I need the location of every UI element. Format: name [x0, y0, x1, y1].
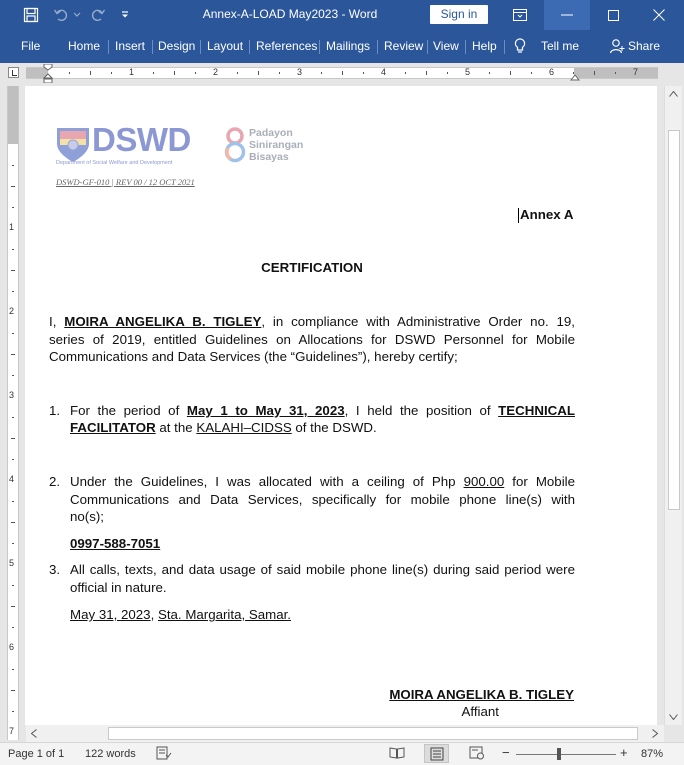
intro-line-2: series of 2019, entitled Guidelines on Allocations for DSWD Personnel for Mobile: [49, 332, 575, 347]
dswd-subtitle: Department of Social Welfare and Development: [56, 160, 173, 166]
document-page[interactable]: [25, 86, 657, 725]
close-button[interactable]: [636, 0, 682, 30]
ruler-tick: [615, 72, 616, 74]
ruler-tick: [594, 71, 595, 75]
ruler-tick: [11, 522, 15, 523]
ruler-tick: [510, 71, 511, 75]
ruler-number: 7: [9, 726, 15, 736]
list-number: 1.: [49, 403, 61, 418]
undo-dropdown-icon[interactable]: [72, 0, 82, 30]
list-number: 3.: [49, 562, 61, 577]
horizontal-scroll-thumb[interactable]: [108, 727, 638, 740]
signing-date: May 31, 2023: [70, 607, 151, 622]
ruler-tick: [237, 72, 238, 74]
ruler-tick: [153, 72, 154, 74]
ruler-tick: [321, 72, 322, 74]
ruler-tick: [12, 711, 14, 712]
ruler-tick: [12, 459, 14, 460]
zoom-slider-thumb[interactable]: [557, 748, 561, 760]
undo-icon[interactable]: [50, 0, 72, 30]
share-button[interactable]: Share: [628, 39, 661, 53]
text-cursor: [518, 208, 519, 223]
web-layout-icon[interactable]: [469, 746, 485, 763]
ruler-tick: [11, 270, 15, 271]
office-name: KALAHI–CIDSS: [196, 420, 292, 435]
ruler-tick: [363, 72, 364, 74]
zoom-level[interactable]: 87%: [641, 748, 664, 760]
tab-separator: [249, 40, 250, 54]
item1-line-2: FACILITATOR at the KALAHI–CIDSS of the DSWD.: [70, 420, 377, 435]
ruler-number: 2: [9, 306, 15, 316]
page-count[interactable]: Page 1 of 1: [8, 748, 65, 760]
save-icon[interactable]: [20, 0, 42, 30]
tab-separator: [152, 40, 153, 54]
tab-separator: [377, 40, 378, 54]
sign-in-button[interactable]: Sign in: [430, 5, 488, 24]
ruler-tick: [12, 417, 14, 418]
padayon-line-3: Bisayas: [249, 151, 289, 163]
padayon-logo: [222, 126, 312, 166]
ruler-tick: [258, 71, 259, 75]
intro-line-3: Communications and Data Services (the “Guidelines”), hereby certify;: [49, 349, 458, 364]
ruler-number: 1: [9, 222, 15, 232]
ruler-tick: [174, 71, 175, 75]
ruler-number: 7: [633, 67, 639, 77]
zoom-in-button[interactable]: +: [620, 745, 628, 760]
vertical-scrollbar[interactable]: [664, 86, 682, 725]
ruler-tick: [11, 438, 15, 439]
ruler-tick: [69, 72, 70, 74]
read-mode-icon[interactable]: [389, 746, 405, 763]
ruler-number: 4: [381, 67, 387, 77]
ruler-tick: [11, 606, 15, 607]
right-indent-marker[interactable]: [570, 70, 580, 84]
tab-separator: [504, 40, 505, 54]
dswd-logo: [55, 121, 200, 168]
ruler-number: 2: [213, 67, 219, 77]
maximize-button[interactable]: [590, 0, 636, 30]
ruler-tick: [12, 501, 14, 502]
tab-separator: [427, 40, 428, 54]
ruler-tick: [405, 72, 406, 74]
ruler-tick: [12, 165, 14, 166]
ruler-tick: [11, 690, 15, 691]
proofing-icon[interactable]: [156, 746, 172, 763]
padayon-line-2: Sinirangan: [249, 139, 304, 151]
horizontal-scrollbar[interactable]: [26, 725, 664, 742]
ruler-tick: [279, 72, 280, 74]
minimize-button[interactable]: [544, 0, 590, 30]
item1-line-1: For the period of May 1 to May 31, 2023, I held the position of TECHNICAL: [70, 403, 575, 418]
phone-number: 0997-588-7051: [70, 536, 161, 551]
print-layout-icon[interactable]: [424, 744, 449, 763]
ceiling-amount: 900.00: [463, 474, 505, 489]
ruler-tick: [531, 72, 532, 74]
ruler-tick: [195, 72, 196, 74]
lightbulb-icon[interactable]: [514, 38, 526, 57]
padayon-line-1: Padayon: [249, 127, 293, 139]
item3-line-1: All calls, texts, and data usage of said mobile phone line(s) during said period were: [70, 562, 575, 577]
horizontal-ruler[interactable]: [26, 67, 658, 79]
ruler-tick: [489, 72, 490, 74]
word-count[interactable]: 122 words: [85, 748, 136, 760]
form-code: DSWD-GF-010 | REV 00 / 12 OCT 2021: [56, 177, 195, 187]
ruler-number: 5: [465, 67, 471, 77]
ribbon-display-options-icon[interactable]: [497, 0, 543, 30]
tab-layout[interactable]: Layout: [207, 39, 244, 53]
vertical-ruler[interactable]: [7, 86, 19, 740]
ruler-tick: [111, 72, 112, 74]
ruler-number: 3: [297, 67, 303, 77]
ruler-tick: [426, 71, 427, 75]
list-number: 2.: [49, 474, 61, 489]
ruler-number: 4: [9, 474, 15, 484]
item2-line-3: no(s);: [70, 509, 104, 524]
scroll-right-icon[interactable]: [652, 729, 658, 740]
ruler-number: 5: [9, 558, 15, 568]
share-user-icon[interactable]: [609, 38, 625, 57]
position-title: TECHNICAL: [498, 403, 575, 418]
scroll-up-icon[interactable]: [669, 89, 678, 99]
redo-icon[interactable]: [87, 0, 109, 30]
tab-separator: [319, 40, 320, 54]
ruler-number: 6: [549, 67, 555, 77]
tab-references[interactable]: References: [256, 39, 318, 53]
item2-line-2: Communications and Data Services, specifically for mobile phone line(s) with: [70, 492, 575, 507]
tab-view[interactable]: View: [433, 39, 459, 53]
tab-selector[interactable]: [8, 67, 19, 78]
period-start: May 1: [186, 403, 228, 418]
ruler-tick: [342, 71, 343, 75]
tab-design[interactable]: Design: [158, 39, 196, 53]
ruler-tick: [90, 71, 91, 75]
ribbon-tabs: [0, 30, 684, 63]
ruler-tick: [12, 627, 14, 628]
item2-line-1: Under the Guidelines, I was allocated with a ceiling of Php 900.00 for Mobile: [70, 474, 575, 489]
zoom-slider[interactable]: [516, 754, 616, 755]
ruler-tick: [11, 186, 15, 187]
tab-review[interactable]: Review: [384, 39, 424, 53]
tab-separator: [465, 40, 466, 54]
window-title: Annex-A-LOAD May2023 - Word: [202, 7, 378, 21]
ruler-tick: [447, 72, 448, 74]
tab-separator: [200, 40, 201, 54]
item3-line-2: official in nature.: [70, 580, 167, 595]
ruler-number: 3: [9, 390, 15, 400]
tab-help[interactable]: Help: [472, 39, 497, 53]
status-bar: [0, 742, 684, 765]
ruler-tick: [12, 543, 14, 544]
tab-insert[interactable]: Insert: [115, 39, 146, 53]
ruler-tick: [12, 585, 14, 586]
scroll-down-icon[interactable]: [669, 712, 678, 722]
ruler-tick: [12, 375, 14, 376]
signing-place: Sta. Margarita, Samar.: [157, 607, 291, 622]
signatory-role: Affiant: [461, 704, 499, 719]
zoom-out-button[interactable]: −: [502, 745, 510, 760]
tab-mailings[interactable]: Mailings: [326, 39, 371, 53]
affiant-name: MOIRA ANGELIKA B. TIGLEY: [64, 314, 262, 329]
ruler-tick: [12, 291, 14, 292]
customize-qat-icon[interactable]: [118, 0, 132, 30]
ruler-number: 6: [9, 642, 15, 652]
tab-file[interactable]: File: [21, 39, 41, 53]
ruler-tick: [12, 207, 14, 208]
tell-me-search[interactable]: Tell me: [541, 39, 580, 53]
vertical-scroll-thumb[interactable]: [668, 130, 680, 510]
document-canvas[interactable]: [22, 83, 664, 725]
scroll-left-icon[interactable]: [31, 729, 37, 740]
ruler-tick: [12, 249, 14, 250]
signatory-name: MOIRA ANGELIKA B. TIGLEY: [389, 687, 574, 702]
title-bar: [0, 0, 684, 30]
annex-label: Annex A: [520, 207, 574, 222]
ruler-tick: [12, 333, 14, 334]
dswd-wordmark: DSWD: [92, 121, 191, 158]
ruler-tick: [11, 354, 15, 355]
period-end: May 31, 2023: [255, 403, 345, 418]
tab-home[interactable]: Home: [68, 39, 101, 53]
intro-line-1: I, MOIRA ANGELIKA B. TIGLEY, in compliance with Administrative Order no. 19,: [49, 314, 575, 329]
tab-separator: [108, 40, 109, 54]
ruler-tick: [12, 669, 14, 670]
ruler-number: 1: [129, 67, 135, 77]
date-place-line: May 31, 2023, Sta. Margarita, Samar.: [70, 607, 291, 622]
certification-heading: CERTIFICATION: [261, 260, 363, 275]
